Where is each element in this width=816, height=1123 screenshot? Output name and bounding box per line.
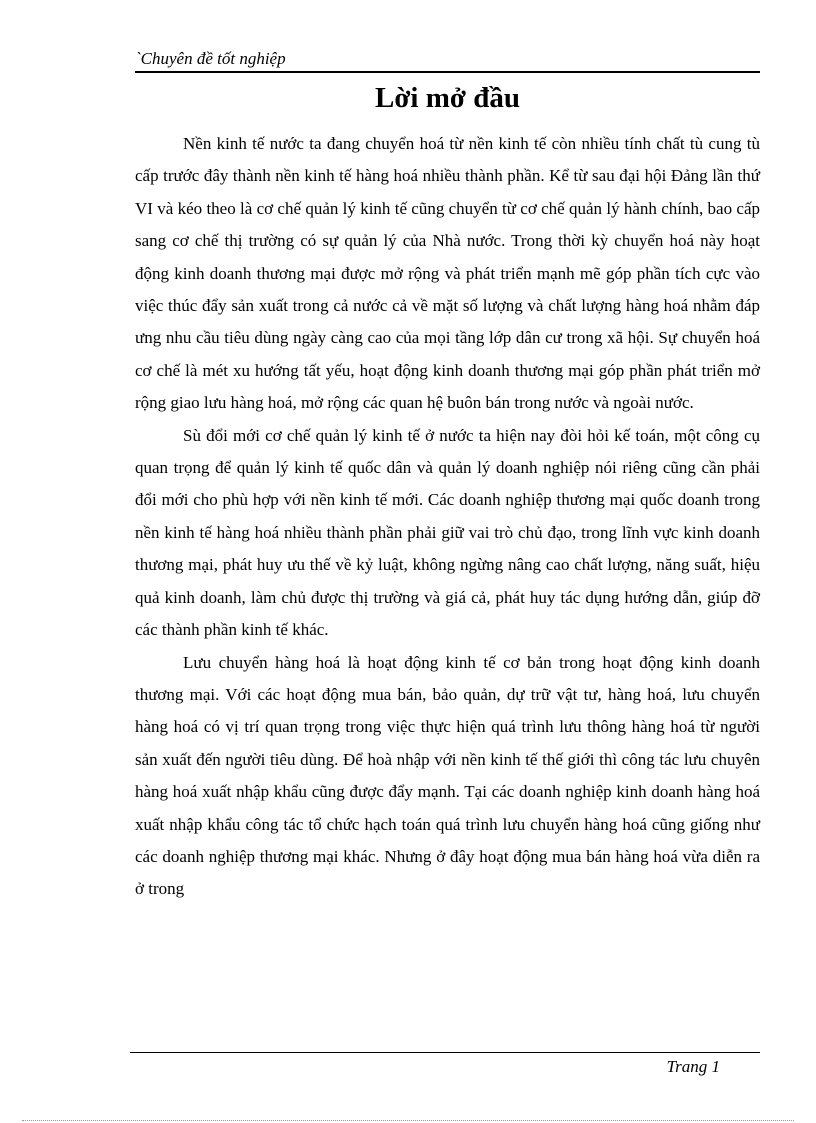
paragraph-3: Lưu chuyển hàng hoá là hoạt động kinh tế cơ bản trong hoạt động kinh doanh thương mại. Với các hoạt động mua bán, bảo quản, dự trữ vật tư, hàng hoá, lưu chuyển hàng hoá có vị trí quan trọng trong việc thực hiện quá trình lưu thông hàng hoá từ người sản xuất đến người tiêu dùng. Để hoà nhập với nền kinh tế thế giới thì công tác lưu chuyên hàng hoá xuất nhập khẩu cũng được đẩy mạnh. Tại các doanh nghiệp kinh doanh hàng hoá xuất nhập khẩu công tác tổ chức hạch toán quá trình lưu chuyển hàng hoá cũng giống như các doanh nghiệp thương mại khác. Nhưng ở đây hoạt động mua bán hàng hoá vừa diễn ra ở trong (135, 652, 760, 899)
header-rule (135, 71, 760, 73)
footer-rule-right (330, 1052, 760, 1053)
running-header: `Chuyên đề tốt nghiệp (135, 49, 286, 68)
footer-rule-left (130, 1052, 330, 1053)
paragraph-1: Nền kinh tế nước ta đang chuyển hoá từ nền kinh tế còn nhiều tính chất tù cung tù cấp trước đây thành nền kinh tế hàng hoá nhiều thành phần. Kể từ sau đại hội Đảng lần thứ VI và kéo theo là cơ chế quản lý kinh tế cũng chuyển từ cơ chế quản lý hành chính, bao cấp sang cơ chế thị trường có sự quản lý của Nhà nước. Trong thời kỳ chuyển hoá này hoạt động kinh doanh thương mại được mở rộng và phát triển mạnh mẽ góp phần tích cực vào việc thúc đẩy sản xuất trong cả nước cả về mặt số lượng và chất lượng hàng hoá nhằm đáp ưng nhu cầu tiêu dùng ngày càng cao của mọi tầng lớp dân cư trong xã hội. Sự chuyển hoá cơ chế là mét xu hướng tất yếu, hoạt động kinh doanh thương mại góp phần phát triển mở rộng giao lưu hàng hoá, mở rộng các quan hệ buôn bán trong nước và ngoài nước. (135, 134, 760, 413)
paragraph-2: Sù đổi mới cơ chế quản lý kinh tế ở nước ta hiện nay đòi hỏi kế toán, một công cụ quan trọng để quản lý kinh tế quốc dân và quản lý doanh nghiệp nói riêng cũng cần phải đổi mới cho phù hợp với nền kinh tế mới. Các doanh nghiệp thương mại quốc doanh trong nền kinh tế hàng hoá nhiều thành phần phải giữ vai trò chủ đạo, trong lĩnh vực kinh doanh thương mại, phát huy ưu thế về kỷ luật, không ngừng nâng cao chất lượng, năng suất, hiệu quả kinh doanh, làm chủ được thị trường và giá cả, phát huy tác dụng hướng dẫn, giúp đỡ các thành phần kinh tế khác. (135, 425, 760, 640)
document-body (135, 128, 760, 906)
page-break-line (22, 1120, 794, 1121)
page-number: Trang 1 (666, 1057, 720, 1076)
document-title: Lời mở đầu (375, 82, 520, 114)
